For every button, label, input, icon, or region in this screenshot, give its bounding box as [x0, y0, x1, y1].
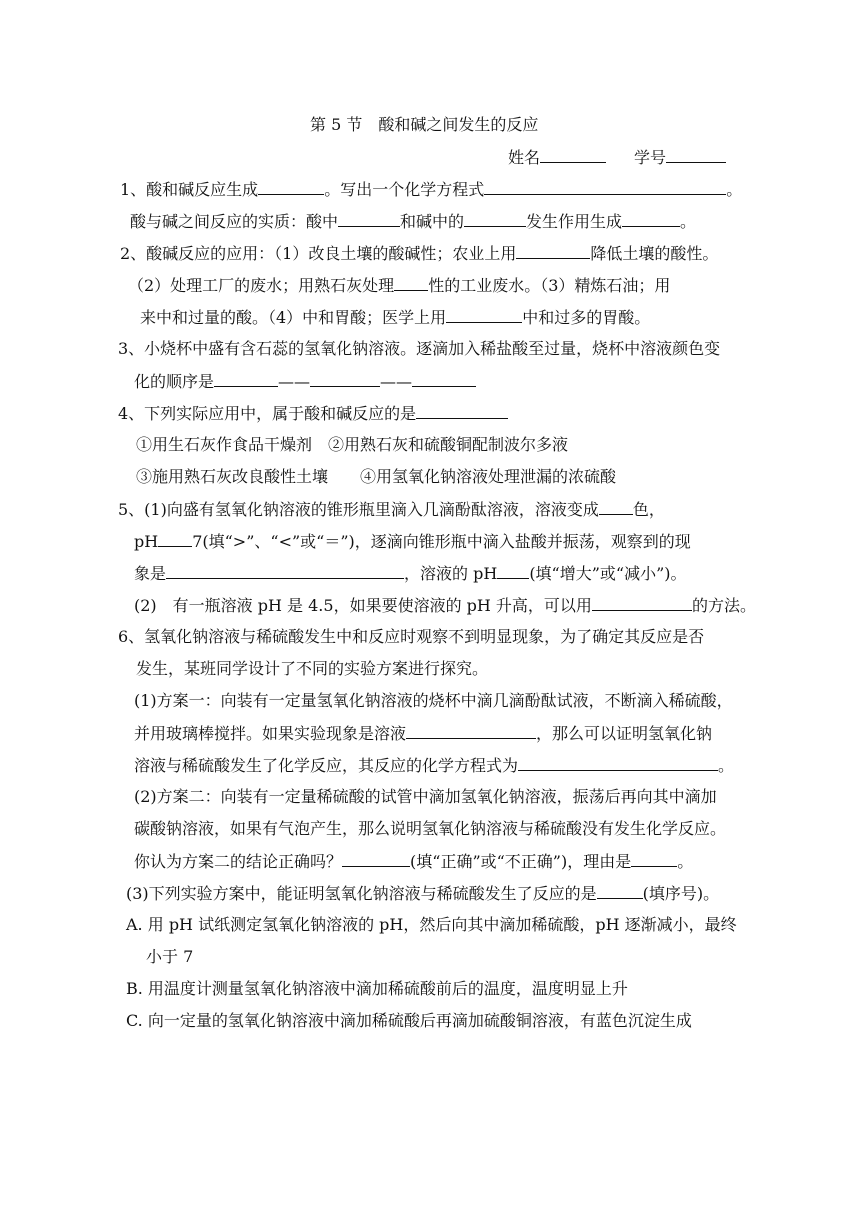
text-line-24 [126, 914, 737, 936]
text-line-10 [136, 466, 616, 488]
line-text: ，那么可以证明氢氧化钠 [536, 724, 713, 743]
line-text: 2、酸碱反应的应用：（1）改良土壤的酸碱性；农业上用 [120, 244, 517, 263]
answer-blank[interactable] [446, 306, 522, 323]
text-line-12 [134, 530, 691, 553]
answer-blank[interactable] [338, 210, 400, 227]
text-line-23 [126, 882, 719, 905]
answer-blank[interactable] [497, 562, 529, 579]
line-text: A. 用 pH 试纸测定氢氧化钠溶液的 pH，然后向其中滴加稀硫酸，pH 逐渐减小，最终 [126, 915, 737, 934]
text-line-26 [126, 978, 628, 1000]
text-line-7 [134, 370, 476, 393]
text-line-21 [134, 818, 726, 840]
line-text: 。写出一个化学方程式 [324, 180, 485, 199]
line-text: (填序号)。 [642, 884, 720, 903]
answer-blank[interactable] [622, 210, 680, 227]
line-text: (3)下列实验方案中，能证明氢氧化钠溶液与稀硫酸发生了反应的是 [126, 884, 597, 903]
line-text: 来中和过量的酸。（4）中和胃酸；医学上用 [140, 308, 447, 327]
line-text: 溶液与稀硫酸发生了化学反应，其反应的化学方程式为 [134, 756, 519, 775]
answer-blank[interactable] [406, 722, 536, 739]
page-title: 第 5 节 酸和碱之间发生的反应 [310, 115, 539, 134]
line-text: C. 向一定量的氢氧化钠溶液中滴加稀硫酸后再滴加硫酸铜溶液，有蓝色沉淀生成 [126, 1011, 692, 1030]
line-text: (填“增大”或“减小”)。 [529, 564, 687, 583]
line-text: 1、酸和碱反应生成 [120, 180, 259, 199]
line-text: 。 [718, 756, 735, 775]
line-text: 色， [632, 500, 665, 519]
answer-blank[interactable] [597, 882, 643, 899]
line-text: 中和过多的胃酸。 [522, 308, 651, 327]
line-text: 酸与碱之间反应的实质：酸中 [130, 212, 339, 231]
answer-blank[interactable] [599, 498, 633, 515]
line-text: 性的工业废水。（3）精炼石油；用 [428, 276, 671, 295]
answer-blank[interactable] [518, 754, 718, 771]
line-text: 发生作用生成 [526, 212, 623, 231]
answer-blank[interactable] [516, 242, 590, 259]
line-text: B. 用温度计测量氢氧化钠溶液中滴加稀硫酸前后的温度，温度明显上升 [126, 979, 628, 998]
text-line-11 [118, 498, 665, 521]
line-text: 。 [726, 180, 743, 199]
line-text: pH [134, 532, 159, 551]
line-text: （2）处理工厂的废水；用熟石灰处理 [128, 276, 395, 295]
text-line-3 [120, 242, 718, 265]
line-text: 6、氢氧化钠溶液与稀硫酸发生中和反应时观察不到明显现象，为了确定其反应是否 [118, 627, 705, 646]
line-text: 5、(1)向盛有氢氧化钠溶液的锥形瓶里滴入几滴酚酞溶液，溶液变成 [118, 500, 599, 519]
text-line-13 [134, 562, 687, 585]
name-blank [540, 146, 606, 163]
id-blank [666, 146, 726, 163]
name-label: 姓名 [508, 148, 541, 167]
answer-blank[interactable] [158, 530, 192, 547]
text-line-15 [118, 626, 704, 648]
text-line-8 [118, 402, 508, 425]
line-text: —— [380, 372, 413, 391]
answer-blank[interactable] [484, 178, 726, 195]
line-text: 化的顺序是 [134, 372, 215, 391]
id-label: 学号 [634, 148, 667, 167]
answer-blank[interactable] [631, 850, 677, 867]
line-text: (2)方案二：向装有一定量稀硫酸的试管中滴加氢氧化钠溶液，振荡后再向其中滴加 [134, 787, 717, 806]
answer-blank[interactable] [214, 370, 278, 387]
line-text: (1)方案一：向装有一定量氢氧化钠溶液的烧杯中滴几滴酚酞试液，不断滴入稀硫酸， [134, 691, 733, 710]
line-text: 碳酸钠溶液，如果有气泡产生，那么说明氢氧化钠溶液与稀硫酸没有发生化学反应。 [134, 819, 727, 838]
answer-blank[interactable] [166, 562, 404, 579]
line-text: 小于 7 [146, 947, 194, 966]
line-text: (填“正确”或“不正确”)，理由是 [410, 852, 632, 871]
line-text: 并用玻璃棒搅拌。如果实验现象是溶液 [134, 724, 407, 743]
line-text: 和碱中的 [400, 212, 465, 231]
line-text: 4、下列实际应用中，属于酸和碱反应的是 [118, 404, 417, 423]
student-info-row [508, 146, 726, 169]
text-line-4 [128, 274, 670, 297]
line-text: 发生，某班同学设计了不同的实验方案进行探究。 [136, 659, 489, 678]
text-line-20 [134, 786, 717, 808]
line-text: 。 [680, 212, 697, 231]
answer-blank[interactable] [394, 274, 428, 291]
answer-blank[interactable] [310, 370, 380, 387]
line-text: 的方法。 [691, 596, 756, 615]
text-line-19 [134, 754, 734, 777]
answer-blank[interactable] [416, 402, 508, 419]
text-line-6 [118, 338, 720, 360]
line-text: 7(填“>”、“<”或“＝”)，逐滴向锥形瓶中滴入盐酸并振荡，观察到的现 [192, 532, 691, 551]
answer-blank[interactable] [464, 210, 526, 227]
text-line-25 [146, 946, 193, 968]
text-line-22 [134, 850, 693, 873]
line-text: 。 [677, 852, 694, 871]
text-line-27 [126, 1010, 692, 1032]
answer-blank[interactable] [342, 850, 410, 867]
text-line-18 [134, 722, 712, 745]
text-line-5 [140, 306, 650, 329]
answer-blank[interactable] [258, 178, 324, 195]
line-text: (2) 有一瓶溶液 pH 是 4.5，如果要使溶液的 pH 升高，可以用 [134, 596, 592, 615]
line-text: 降低土壤的酸性。 [590, 244, 719, 263]
text-line-16 [136, 658, 488, 680]
line-text: 你认为方案二的结论正确吗？ [134, 852, 343, 871]
text-line-1 [120, 178, 742, 201]
line-text: —— [278, 372, 311, 391]
text-line-17 [134, 690, 733, 712]
text-line-9 [136, 434, 568, 456]
line-text: ，溶液的 pH [404, 564, 498, 583]
text-line-2 [130, 210, 696, 233]
answer-blank[interactable] [592, 594, 692, 611]
line-text: 象是 [134, 564, 167, 583]
line-text: 3、小烧杯中盛有含石蕊的氢氧化钠溶液。逐滴加入稀盐酸至过量，烧杯中溶液颜色变 [118, 339, 721, 358]
answer-blank[interactable] [412, 370, 476, 387]
text-line-14 [134, 594, 756, 617]
line-text: ③施用熟石灰改良酸性土壤 ④用氢氧化钠溶液处理泄漏的浓硫酸 [136, 467, 617, 486]
line-text: ①用生石灰作食品干燥剂 ②用熟石灰和硫酸铜配制波尔多液 [136, 435, 569, 454]
